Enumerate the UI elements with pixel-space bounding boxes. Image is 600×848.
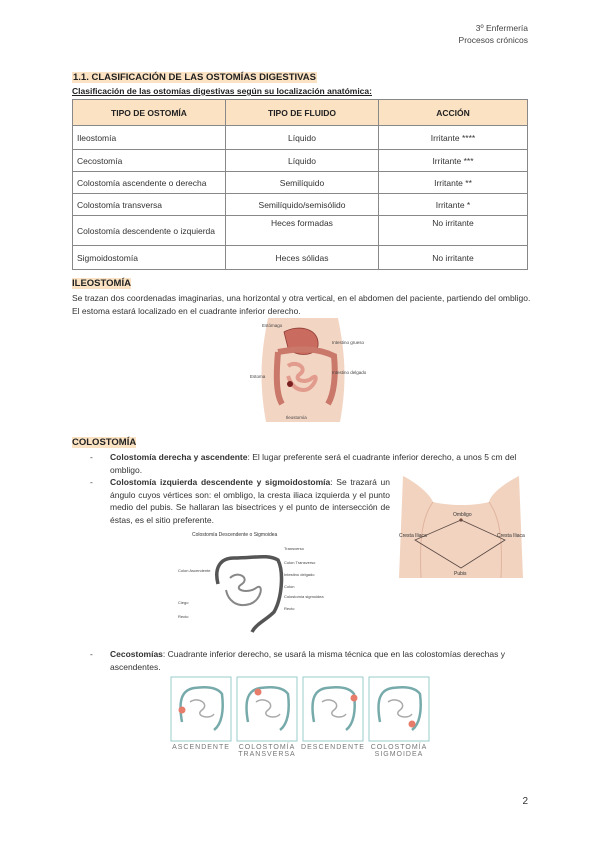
stoma-marker	[287, 381, 293, 387]
table-cell: Ileostomía	[73, 126, 226, 150]
table-cell: Semilíquido/semisólido	[226, 194, 379, 216]
label-right-4: Colon	[284, 584, 295, 589]
table-cell: Irritante **	[379, 172, 528, 194]
colostomia-list-3	[72, 648, 532, 673]
thumb-transversa	[236, 676, 298, 742]
table-row	[73, 172, 528, 194]
ostomy-table	[72, 99, 528, 270]
table-cell: Líquido	[226, 126, 379, 150]
list-item	[72, 476, 390, 526]
label-right-1: Transverso	[284, 546, 304, 551]
label-right-3: Intestino delgado	[284, 572, 315, 577]
abdomen-diagram	[393, 476, 528, 578]
page-number: 2	[522, 796, 528, 807]
label-small-intestine: Intestino delgado	[332, 370, 367, 375]
ileostomia-text: Se trazan dos coordenadas imaginarias, una horizontal y otra vertical, en el abdomen del paciente, partiendo del ombligo. El estoma estará localizado en el cuadrante inferior derecho.	[72, 293, 531, 316]
table-cell: Líquido	[226, 150, 379, 172]
table-cell: Sigmoidostomía	[73, 246, 226, 270]
item-text: : Se trazará un ángulo cuyos vértices son: el ombligo, la cresta iliaca izquierda y el punto medio del pubis. Se hallaran las bisectrices y el punto de intersección de éstas, es el sitio preferente.	[110, 477, 390, 525]
item-bold: Cecostomías	[110, 649, 163, 659]
table-cell: No irritante	[379, 246, 528, 270]
header-course: 3º Enfermería	[475, 23, 528, 33]
label-stoma: Estoma	[250, 374, 266, 379]
item-bold: Colostomía derecha y ascendente	[110, 452, 248, 462]
label-pubis: Pubis	[454, 571, 467, 577]
table-cell: Colostomía ascendente o derecha	[73, 172, 226, 194]
thumb-ascendente	[170, 676, 232, 742]
table-cell: Semilíquido	[226, 172, 379, 194]
ileostomia-heading: ILEOSTOMÍA	[72, 278, 131, 289]
label-large-intestine: Intestino grueso	[332, 340, 365, 345]
item-text: : Cuadrante inferior derecho, se usará la misma técnica que en las colostomías derechas y ascendentes.	[110, 649, 505, 672]
table-cell: Irritante *	[379, 194, 528, 216]
table-cell: Heces sólidas	[226, 246, 379, 270]
thumb-caption: ASCENDENTE	[172, 744, 230, 751]
colon-diagram-title: Colostomía Descendente o Sigmoidea	[192, 532, 278, 538]
table-cell: No irritante	[379, 216, 528, 246]
header-subject: Procesos crónicos	[458, 35, 528, 45]
section-title: 1.1. CLASIFICACIÓN DE LAS OSTOMÍAS DIGESTIVAS	[73, 72, 316, 83]
label-navel: Ombligo	[453, 512, 472, 518]
list-item	[72, 648, 532, 673]
table-cell: Cecostomía	[73, 150, 226, 172]
label-left-3: Recto	[178, 614, 189, 619]
thumb-caption: DESCENDENTE	[301, 744, 365, 751]
colostomia-heading: COLOSTOMÍA	[72, 437, 137, 448]
label-iliac-left: Cresta Iliaca	[399, 533, 427, 539]
table-title: Clasificación de las ostomías digestivas según su localización anatómica:	[72, 86, 372, 96]
thumb-caption: COLOSTOMÍA SIGMOIDEA	[370, 744, 428, 758]
table-row	[73, 150, 528, 172]
list-item	[72, 451, 532, 476]
table-cell: Colostomía transversa	[73, 194, 226, 216]
table-cell: Heces formadas	[226, 216, 379, 246]
label-right-2: Colon Transverso	[284, 560, 316, 565]
table-row	[73, 246, 528, 270]
table-cell: Irritante ****	[379, 126, 528, 150]
label-right-5: Colostomía sigmoidea	[284, 594, 324, 599]
label-stomach: Estómago	[262, 323, 283, 328]
table-header-row	[73, 100, 528, 126]
thumb-caption: COLOSTOMÍA TRANSVERSA	[238, 744, 296, 758]
label-iliac-right: Cresta Iliaca	[497, 533, 525, 539]
column-header: TIPO DE FLUIDO	[226, 100, 379, 126]
item-text: : El lugar preferente será el cuadrante inferior derecho, a unos 5 cm del ombligo.	[110, 452, 517, 475]
column-header: ACCIÓN	[379, 100, 528, 126]
label-right-6: Recto	[284, 606, 295, 611]
column-header: TIPO DE OSTOMÍA	[73, 100, 226, 126]
colostomia-list-1	[72, 451, 532, 476]
colon-diagram	[178, 528, 326, 642]
table-row	[73, 194, 528, 216]
thumb-sigmoidea	[368, 676, 430, 742]
label-left-1: Colon Ascendente	[178, 568, 211, 573]
table-cell: Colostomía descendente o izquierda	[73, 216, 226, 246]
table-cell: Irritante ***	[379, 150, 528, 172]
thumb-descendente	[302, 676, 364, 742]
label-left-2: Ciego	[178, 600, 189, 605]
page-header	[459, 22, 528, 46]
label-caption: Ileostomía	[286, 415, 307, 420]
item-bold: Colostomía izquierda descendente y sigmoidostomía	[110, 477, 331, 487]
colostomia-list-2	[72, 476, 390, 526]
table-row	[73, 126, 528, 150]
ileostomy-illustration	[248, 318, 367, 422]
table-row	[73, 216, 528, 246]
